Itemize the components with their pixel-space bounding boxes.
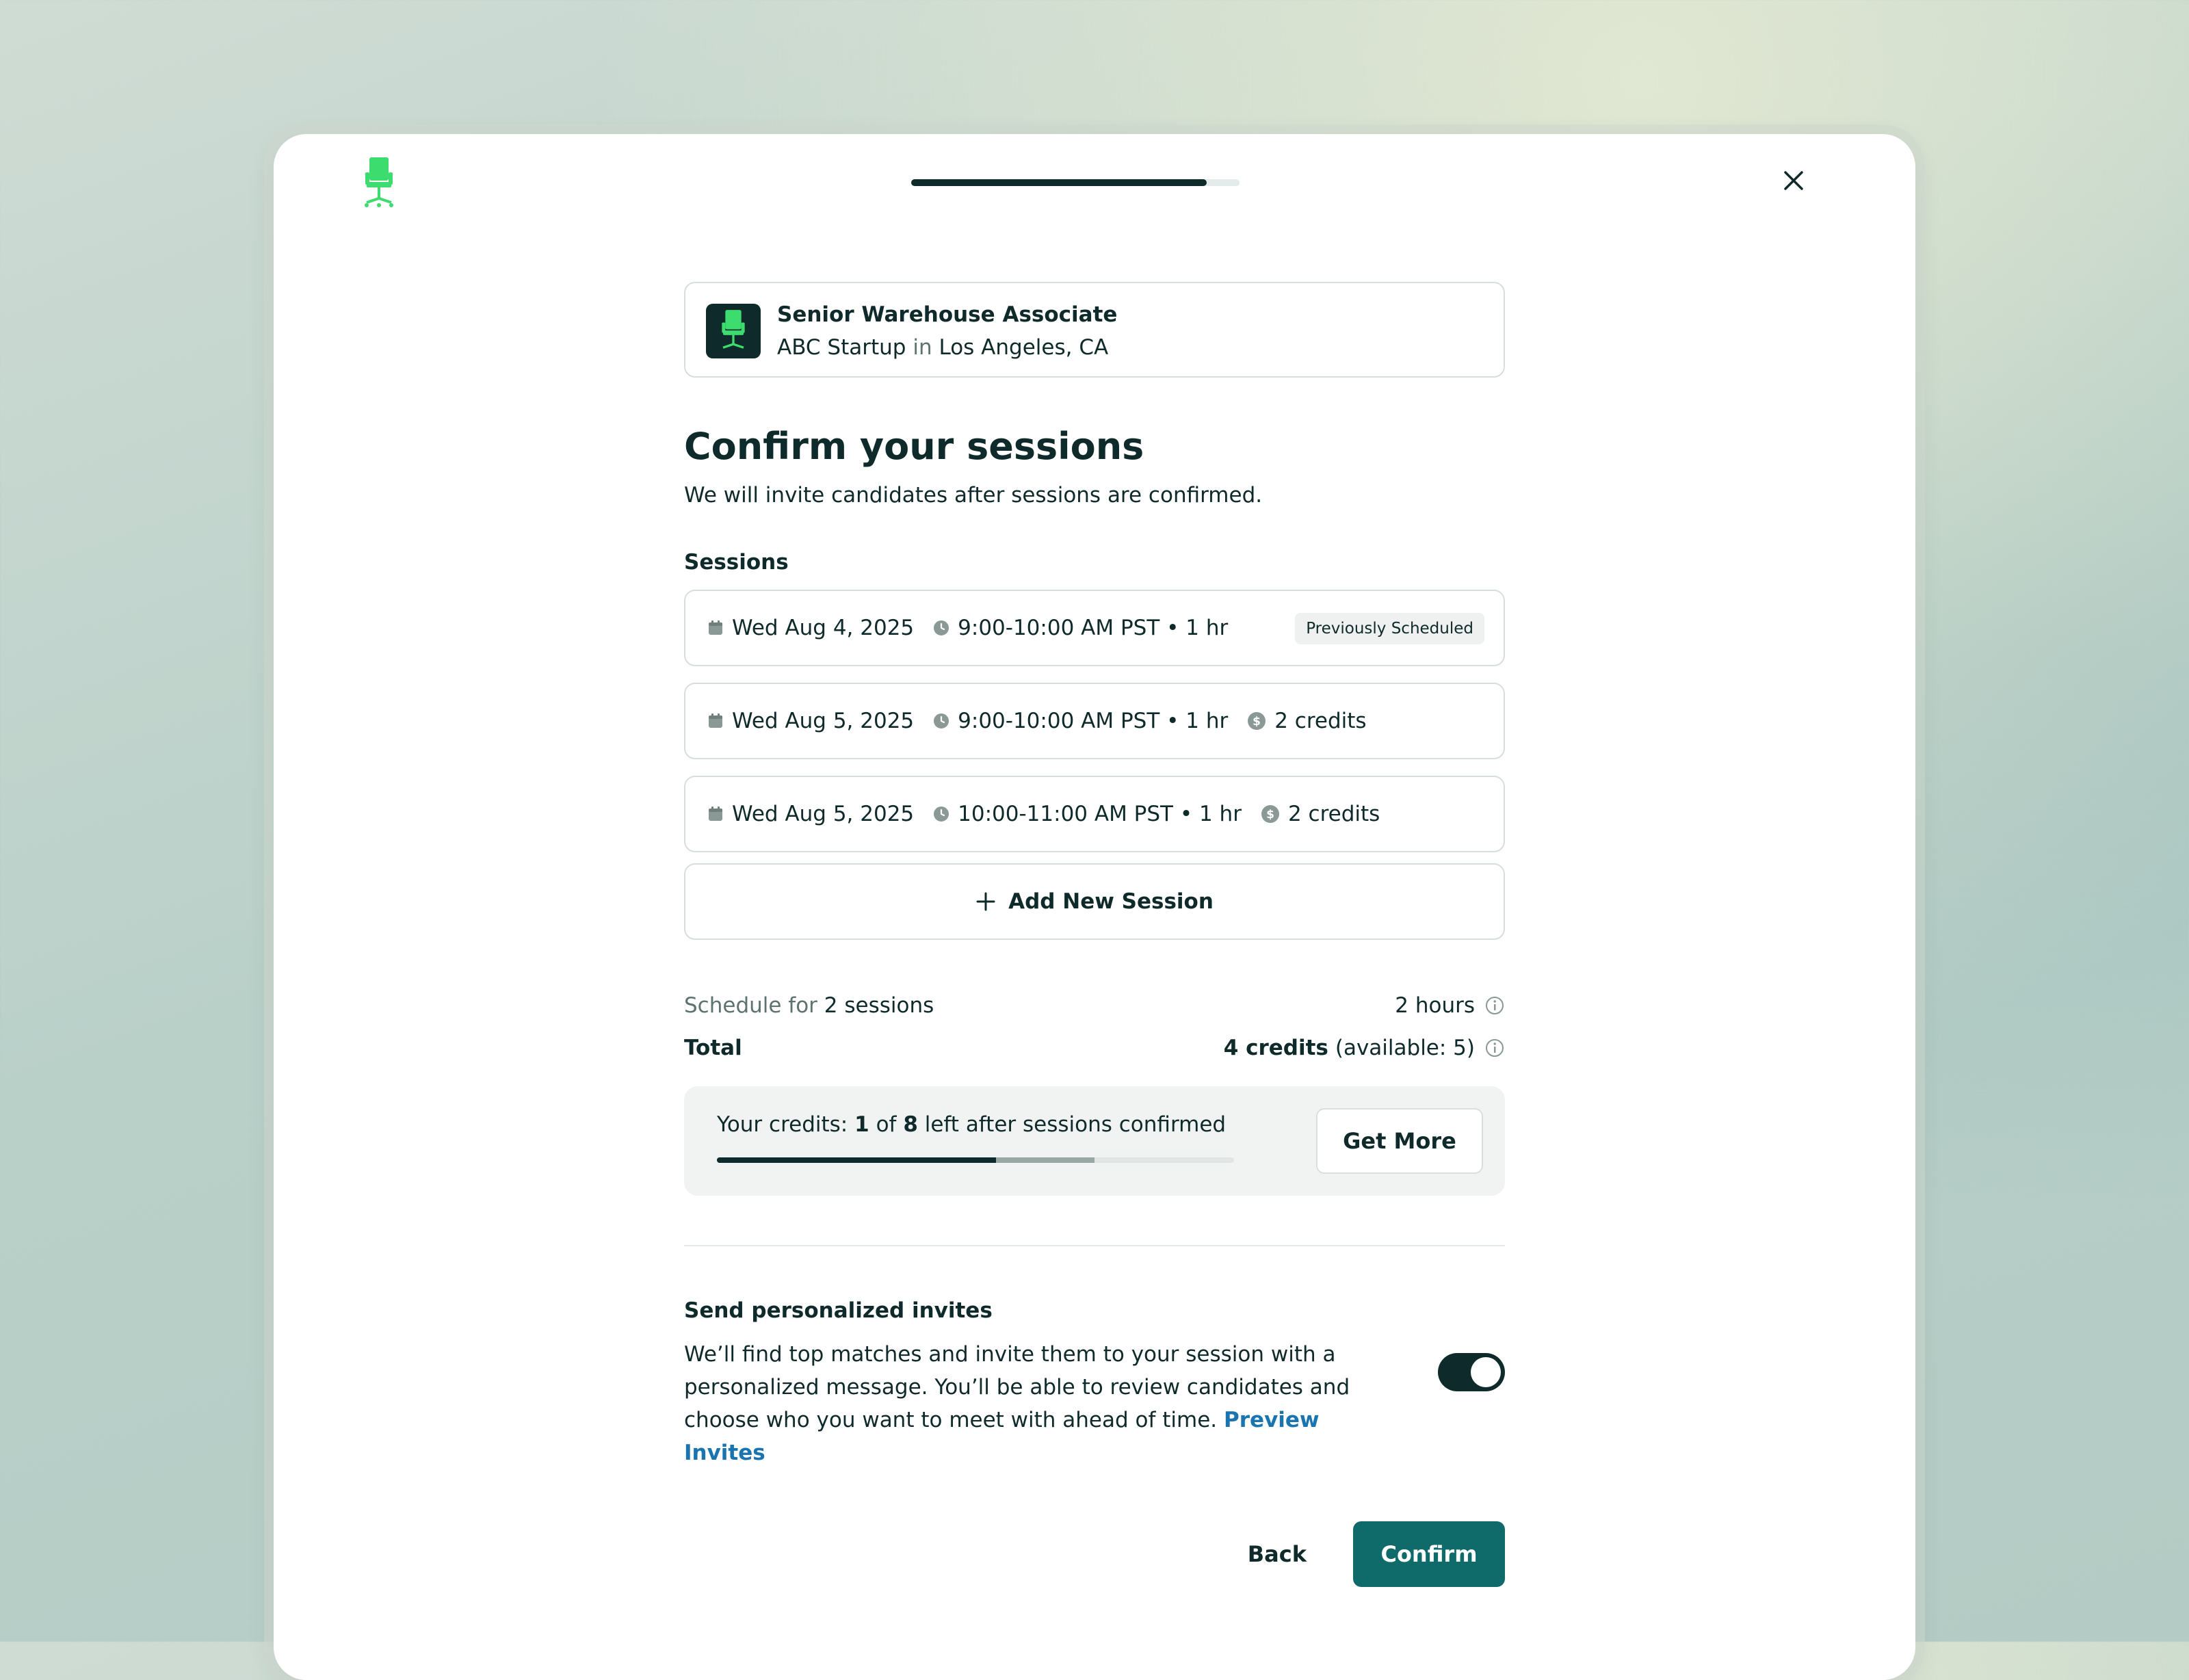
clock-icon xyxy=(933,713,949,729)
clock-icon xyxy=(933,620,949,636)
schedule-prefix: Schedule for xyxy=(684,993,817,1018)
job-thumbnail xyxy=(706,304,761,358)
session-time-text: 9:00-10:00 AM PST • 1 hr xyxy=(958,616,1229,640)
personalized-invites-toggle[interactable] xyxy=(1438,1353,1505,1391)
footer-actions xyxy=(684,1521,1505,1587)
dollar-coin-icon xyxy=(1261,804,1280,824)
info-icon[interactable] xyxy=(1484,1038,1505,1058)
credits-remaining: 1 xyxy=(854,1112,869,1137)
session-row[interactable] xyxy=(684,683,1505,759)
calendar-icon xyxy=(707,713,724,729)
page-subtitle: We will invite candidates after sessions are confirmed. xyxy=(684,483,1263,508)
session-time-text: 10:00-11:00 AM PST • 1 hr xyxy=(958,802,1242,826)
total-value xyxy=(1224,1036,1505,1060)
session-row[interactable] xyxy=(684,776,1505,852)
credits-of: of xyxy=(876,1112,897,1137)
credits-panel xyxy=(684,1086,1505,1196)
chair-logo-icon xyxy=(363,157,395,208)
session-time-text: 9:00-10:00 AM PST • 1 hr xyxy=(958,709,1229,733)
job-connector: in xyxy=(913,335,932,360)
clock-icon xyxy=(933,806,949,822)
chair-icon xyxy=(720,310,747,352)
schedule-count: 2 sessions xyxy=(824,993,934,1018)
sessions-label: Sessions xyxy=(684,550,789,575)
calendar-icon xyxy=(707,806,724,822)
confirm-button[interactable]: Confirm xyxy=(1353,1521,1505,1587)
session-date xyxy=(707,802,914,826)
session-time xyxy=(933,616,1228,640)
info-icon[interactable] xyxy=(1484,995,1505,1016)
main-content xyxy=(684,282,1505,1587)
credits-progress-bar xyxy=(717,1157,1234,1163)
back-button[interactable]: Back xyxy=(1247,1541,1307,1567)
toggle-knob xyxy=(1471,1357,1501,1387)
session-date-text: Wed Aug 5, 2025 xyxy=(732,709,915,733)
modal-card xyxy=(274,134,1915,1680)
plus-icon xyxy=(975,891,996,912)
job-company: ABC Startup xyxy=(777,335,906,360)
credits-left-fill xyxy=(717,1157,996,1163)
schedule-summary xyxy=(684,993,934,1018)
dollar-coin-icon xyxy=(1247,711,1266,731)
hours-summary xyxy=(1395,993,1505,1018)
page-title: Confirm your sessions xyxy=(684,425,1144,468)
job-location: Los Angeles, CA xyxy=(939,335,1109,360)
previously-scheduled-badge: Previously Scheduled xyxy=(1295,613,1484,644)
job-company-location xyxy=(777,335,1108,360)
session-date xyxy=(707,709,914,733)
session-date-text: Wed Aug 5, 2025 xyxy=(732,802,915,826)
invites-description xyxy=(684,1338,1368,1469)
session-credits-text: 2 credits xyxy=(1287,802,1380,826)
wizard-progress-fill xyxy=(911,179,1207,186)
credits-suffix: left after sessions confirmed xyxy=(924,1112,1227,1137)
invites-body-text: We’ll find top matches and invite them to your session with a personalized message. You’ll be able to review candidates and choose who you want to meet with ahead of time. xyxy=(684,1342,1350,1432)
total-label: Total xyxy=(684,1036,742,1060)
session-credits xyxy=(1261,802,1380,826)
session-time xyxy=(933,802,1242,826)
available-credits: (available: 5) xyxy=(1335,1036,1475,1060)
job-title: Senior Warehouse Associate xyxy=(777,302,1118,327)
session-row[interactable] xyxy=(684,590,1505,666)
session-date-text: Wed Aug 4, 2025 xyxy=(732,616,915,640)
credits-remaining-text xyxy=(717,1112,1226,1137)
session-credits-text: 2 credits xyxy=(1274,709,1367,733)
job-summary-card xyxy=(684,282,1505,378)
add-session-button[interactable] xyxy=(684,863,1505,940)
calendar-icon xyxy=(707,620,724,636)
invites-section xyxy=(684,1338,1505,1469)
total-row xyxy=(684,1036,1505,1060)
get-more-button[interactable]: Get More xyxy=(1316,1108,1483,1174)
svg-text:$: $ xyxy=(1266,808,1274,822)
total-credits: 4 credits xyxy=(1223,1036,1328,1060)
preview-invites-link[interactable]: Preview Invites xyxy=(684,1408,1320,1465)
schedule-summary-row xyxy=(684,993,1505,1018)
hours-value: 2 hours xyxy=(1395,993,1475,1018)
invites-title: Send personalized invites xyxy=(684,1298,993,1323)
session-time xyxy=(933,709,1228,733)
close-icon[interactable] xyxy=(1779,166,1809,196)
credits-prefix: Your credits: xyxy=(717,1112,848,1137)
add-session-label: Add New Session xyxy=(1008,889,1214,914)
session-credits xyxy=(1247,709,1366,733)
svg-text:$: $ xyxy=(1253,715,1261,729)
credits-total: 8 xyxy=(903,1112,918,1137)
wizard-progress-bar xyxy=(911,179,1240,186)
section-divider xyxy=(684,1245,1505,1246)
session-date xyxy=(707,616,914,640)
